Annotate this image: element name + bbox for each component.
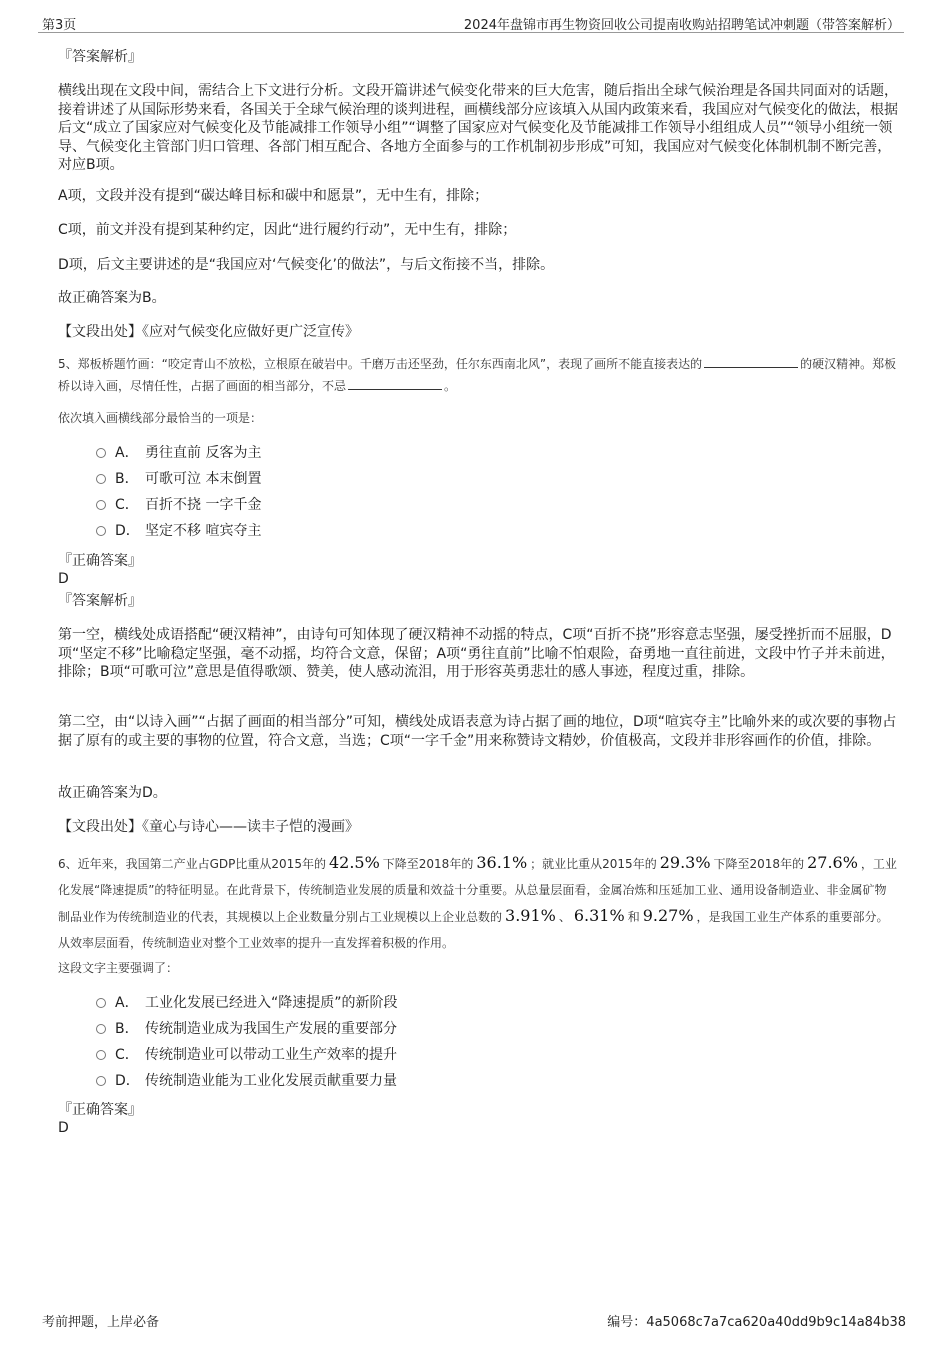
q4-conclusion: 故正确答案为B。 — [58, 290, 166, 306]
q6-answer: D — [58, 1120, 69, 1136]
value-equipment-share: 6.31% — [573, 906, 625, 925]
q6-stem: 6、近年来，我国第二产业占GDP比重从2015年的 42.5% 下降至2018年的 36.1% ；就业比重从2015年的 29.3% 下降至2018年的 27.6% ，工业化发展“降速提质”的特征明显。在此背景下，传统制造业发展的质量和效益十分重要。从总量层面看，金属冶炼和压延加工业、通用设备制造业、非金属矿物制品业作为传统制造业的代表，其规模以上企业数量分别占工业规模以上企业总数的 3.91% 、 6.31% 和 9.27% ，是我国工业生产体系的重要部分。从效率层面看，传统制造业对整个工业效率的提升一直发挥着积极的作用。 — [58, 853, 897, 950]
q4-analysis-c: C项，前文并没有提到某种约定，因此“进行履约行动”，无中生有，排除； — [58, 222, 517, 238]
value-gdp-2018: 36.1% — [476, 853, 528, 872]
q6-option-d[interactable]: D． 传统制造业能为工业化发展贡献重要力量 — [96, 1068, 398, 1094]
q5-answer: D — [58, 571, 69, 587]
page-number: 第3页 — [42, 18, 77, 33]
radio-icon[interactable] — [96, 448, 106, 458]
q5-analysis-paragraph-2: 第二空，由“以诗入画”“占据了画面的相当部分”可知，横线处成语表意为诗占据了画的地位，D项“喧宾夺主”比喻外来的或次要的事物占据了原有的或主要的事物的位置，符合文意，当选；C项“一字千金”用来称赞诗文精妙，价值极高，文段并非形容画作的价值，排除。 — [58, 714, 897, 749]
q4-source: 【文段出处】《应对气候变化应做好更广泛宣传》 — [58, 324, 359, 340]
q5-stem — [58, 353, 898, 397]
q5-option-c[interactable]: C． 百折不挠 一字千金 — [96, 492, 261, 518]
radio-icon[interactable] — [96, 500, 106, 510]
q5-answer-title: 『正确答案』 — [58, 553, 142, 569]
q5-option-d[interactable]: D． 坚定不移 喧宾夺主 — [96, 518, 261, 544]
q6-prompt: 这段文字主要强调了： — [58, 961, 179, 975]
q6-option-b[interactable]: B． 传统制造业成为我国生产发展的重要部分 — [96, 1016, 398, 1042]
q5-option-b[interactable]: B． 可歌可泣 本末倒置 — [96, 466, 261, 492]
q5-stem-part-3: 。 — [444, 379, 457, 393]
q5-analysis-paragraph-1: 第一空，横线处成语搭配“硬汉精神”，由诗句可知体现了硬汉精神不动摇的特点，C项“百折不挠”形容意志坚强，屡受挫折而不屈服，D项“坚定不移”比喻稳定坚强，毫不动摇，均符合文意，保留；A项“勇往直前”比喻不怕艰险，奋勇地一直往前进，文段中竹子并未前进，排除；B项“可歌可泣”意思是值得歌颂、赞美，使人感动流泪，用于形容英勇悲壮的感人事迹，程度过重，排除。 — [58, 627, 895, 680]
answer-blank-2 — [348, 377, 442, 390]
q5-source: 【文段出处】《童心与诗心——读丰子恺的漫画》 — [58, 819, 359, 835]
document-id: 编号：4a5068c7a7ca620a40dd9b9c14a84b38 — [607, 1315, 906, 1330]
value-gdp-2015: 42.5% — [328, 853, 380, 872]
radio-icon[interactable] — [96, 1076, 106, 1086]
value-mineral-share: 9.27% — [642, 906, 694, 925]
q5-stem-part-2: 的硬汉精神。郑板桥以诗入画，尽情任性，占据了画面的相当部分，不忌 — [58, 357, 897, 393]
q4-analysis-title: 『答案解析』 — [58, 49, 142, 65]
radio-icon[interactable] — [96, 526, 106, 536]
q6-option-a[interactable]: A． 工业化发展已经进入“降速提质”的新阶段 — [96, 990, 398, 1016]
q5-analysis-title: 『答案解析』 — [58, 593, 142, 609]
q5-stem-part-1: 5、郑板桥题竹画：“咬定青山不放松，立根原在破岩中。千磨万击还坚劲，任尔东西南北风”，表现了画所不能直接表达的 — [58, 357, 703, 371]
q5-option-a[interactable]: A． 勇往直前 反客为主 — [96, 440, 261, 466]
radio-icon[interactable] — [96, 998, 106, 1008]
radio-icon[interactable] — [96, 1024, 106, 1034]
q6-options — [96, 990, 398, 1094]
q6-answer-title: 『正确答案』 — [58, 1102, 142, 1118]
q4-analysis-paragraph: 横线出现在文段中间，需结合上下文进行分析。文段开篇讲述气候变化带来的巨大危害，随后指出全球气候治理是各国共同面对的话题，接着讲述了从国际形势来看，各国关于全球气候治理的谈判进程，画横线部分应该填入从国内政策来看，我国应对气候变化的做法，根据后文“成立了国家应对气候变化及节能减排工作领导小组”“调整了国家应对气候变化及节能减排工作领导小组组成人员”“领导小组统一领导、气候变化主管部门归口管理、各部门相互配合、各地方全面参与的工作机制初步形成”可知，我国应对气候变化体制机制不断完善，对应B项。 — [58, 83, 898, 173]
answer-blank-1 — [704, 355, 798, 368]
q4-analysis-a: A项，文段并没有提到“碳达峰目标和碳中和愿景”，无中生有，排除； — [58, 188, 489, 204]
value-employment-2015: 29.3% — [659, 853, 711, 872]
q6-option-c[interactable]: C． 传统制造业可以带动工业生产效率的提升 — [96, 1042, 398, 1068]
q4-analysis-d: D项，后文主要讲述的是“我国应对‘气候变化’的做法”，与后文衔接不当，排除。 — [58, 257, 555, 273]
radio-icon[interactable] — [96, 1050, 106, 1060]
q5-prompt: 依次填入画横线部分最恰当的一项是： — [58, 411, 263, 425]
value-employment-2018: 27.6% — [807, 853, 858, 872]
q5-options — [96, 440, 261, 544]
document-title: 2024年盘锦市再生物资回收公司提南收购站招聘笔试冲刺题（带答案解析） — [463, 18, 900, 33]
value-metal-share: 3.91% — [505, 906, 556, 925]
footer-slogan: 考前押题，上岸必备 — [42, 1315, 160, 1330]
q5-conclusion: 故正确答案为D。 — [58, 785, 167, 801]
radio-icon[interactable] — [96, 474, 106, 484]
page-header — [38, 12, 904, 33]
